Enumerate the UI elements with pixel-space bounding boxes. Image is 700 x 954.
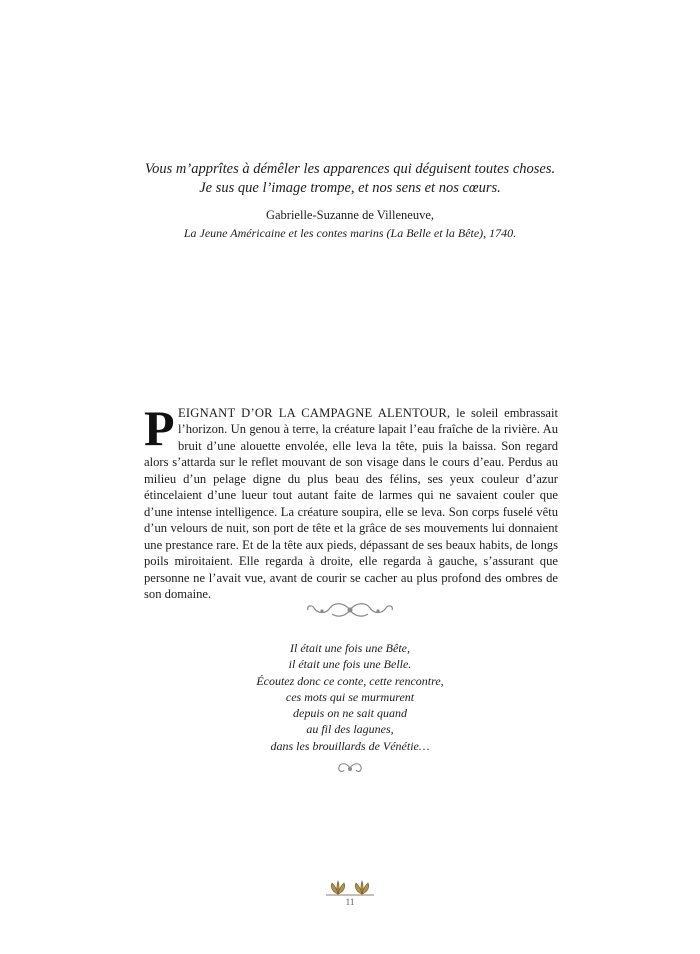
page-number: 11 xyxy=(345,897,355,907)
poem-line: ces mots qui se murmurent xyxy=(285,689,415,704)
poem-line: il était une fois une Belle. xyxy=(288,657,412,672)
drop-cap: P xyxy=(144,400,175,456)
flourish-ornament-icon xyxy=(302,598,398,622)
body-text: le soleil embrassait l’horizon. Un genou à terre, la créature lapait l’eau fraîche de la rivière. Au bruit d’une alouette envolée, elle leva la tête, puis la baissa. Son regard alors s’attarda sur le reflet mouvant de son visage dans le cours d’eau. Perdus au milieu d’un pelage digne du plus beau des félins, ses yeux couleur d’azur étincelaient d’une lueur tout autant faite de larmes qui ne savaient couler que d’une intense intelligence. La créature soupira, elle se leva. Son corps fuselé vêtu d’un velours de nuit, son port de tête et la grâce de ses mouvements lui donnaient une prestance rare. Et de la tête aux pieds, dépassant de ses beaux habits, de longs poils miroitaient. Elle regarda à droite, elle regarda à gauche, s’assurant que personne ne l’avait vue, avant de courir se cacher au plus profond des ombres de son domaine. xyxy=(144,406,558,601)
poem-line: dans les brouillards de Vénétie… xyxy=(270,738,430,753)
lead-in: EIGNANT D’OR LA CAMPAGNE ALENTOUR, xyxy=(178,406,451,420)
poem-line: au fil des lagunes, xyxy=(306,722,394,737)
epigraph-line: Vous m’apprîtes à démêler les apparences qui déguisent toutes choses. xyxy=(144,161,556,177)
epigraph xyxy=(100,160,600,198)
epigraph-author: Gabrielle-Suzanne de Villeneuve, xyxy=(265,208,435,222)
poem-line: depuis on ne sait quand xyxy=(293,706,407,721)
epigraph-attribution xyxy=(100,206,600,242)
epigraph-work: La Jeune Américaine et les contes marins (La Belle et la Bête), 1740. xyxy=(183,226,517,240)
poem-line: Écoutez donc ce conte, cette rencontre, xyxy=(256,673,444,688)
lotus-ornament-icon xyxy=(322,880,378,898)
epigraph-line: Je sus que l’image trompe, et nos sens et nos cœurs. xyxy=(199,180,501,196)
poem xyxy=(150,640,550,754)
small-ornament-icon xyxy=(333,760,367,776)
body-paragraph xyxy=(144,400,558,602)
poem-line: Il était une fois une Bête, xyxy=(290,641,410,655)
